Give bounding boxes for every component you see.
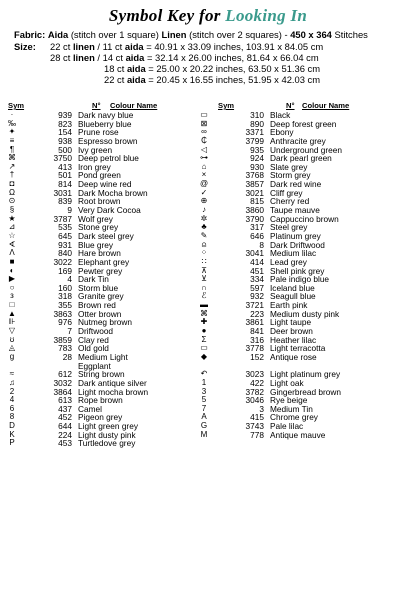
symbol: Ω <box>9 187 15 197</box>
colour-number: 414 <box>250 256 264 267</box>
colour-number: 931 <box>58 239 72 250</box>
colour-number: 415 <box>250 412 264 423</box>
colour-row <box>0 327 148 336</box>
colour-name: Light terracotta <box>270 343 326 354</box>
size-label-text: Size: <box>14 41 36 52</box>
colour-name: Granite grey <box>78 291 124 302</box>
symbol: ⊶ <box>200 153 208 163</box>
colour-number: 597 <box>250 282 264 293</box>
symbol: ☆ <box>8 230 16 240</box>
colour-number: 930 <box>250 161 264 172</box>
colour-number: 3861 <box>245 317 264 328</box>
colour-name: Steel grey <box>270 222 308 233</box>
colour-name: Camel <box>78 403 102 414</box>
colour-number: 924 <box>250 153 264 164</box>
colour-number: 160 <box>58 282 72 293</box>
size-line-b1: linen <box>72 41 95 52</box>
size-line-pre: 28 ct <box>50 52 73 63</box>
colour-name: Medium Light <box>78 351 128 362</box>
colour-number: 3750 <box>53 153 72 164</box>
colour-number: 3743 <box>245 421 264 432</box>
fabric-line <box>14 29 368 40</box>
symbol: K <box>9 429 15 439</box>
colour-name: Cherry red <box>270 196 310 207</box>
symbol: ✦ <box>8 127 16 137</box>
symbol: ↗ <box>8 161 16 171</box>
symbol: 7 <box>201 403 207 413</box>
symbol: g <box>9 351 15 361</box>
colour-name: Chrome grey <box>270 412 318 423</box>
colour-number: 3022 <box>53 256 72 267</box>
size-line <box>104 63 320 74</box>
size-line-post: = 25.00 x 20.22 inches, 63.50 x 51.36 cm <box>145 63 321 74</box>
colour-name: Nutmeg brown <box>78 317 132 328</box>
colour-number: 646 <box>250 230 264 241</box>
colour-number: 28 <box>62 351 72 362</box>
size-label <box>14 41 36 52</box>
colour-name: Rye beige <box>270 395 308 406</box>
symbol: ⁘ <box>200 248 208 258</box>
colour-name: Ebony <box>270 127 294 138</box>
colour-number: 452 <box>58 412 72 423</box>
size-line-mid: / 11 ct <box>94 41 125 52</box>
colour-number: 535 <box>58 222 72 233</box>
colour-number: 840 <box>58 248 72 259</box>
colour-name: Storm grey <box>270 170 311 181</box>
size-line <box>104 74 320 85</box>
symbol: 2 <box>9 386 15 396</box>
symbol: ◆ <box>200 351 208 361</box>
colour-name: Medium dusty pink <box>270 308 340 319</box>
colour-name: Stone grey <box>78 222 119 233</box>
size-line-pre: 22 ct <box>50 41 73 52</box>
colour-name: Driftwood <box>78 326 114 337</box>
colour-row <box>0 396 148 405</box>
left-sym-header: Sym <box>8 101 25 110</box>
right-sym-header: Sym <box>218 101 235 110</box>
colour-name: Medium lilac <box>270 248 317 259</box>
symbol: P <box>9 438 15 448</box>
colour-number: 823 <box>58 118 72 129</box>
colour-number: 152 <box>250 351 264 362</box>
colour-row <box>0 189 148 198</box>
colour-number: 223 <box>250 308 264 319</box>
colour-number: 932 <box>250 291 264 302</box>
colour-name: Ivy green <box>78 144 113 155</box>
symbol: ▭ <box>200 343 208 353</box>
right-colour-list <box>186 111 342 439</box>
symbol: ● <box>201 326 207 336</box>
symbol: ✲ <box>200 213 208 223</box>
title-prefix: Symbol Key for <box>108 6 221 25</box>
colour-number: 3860 <box>245 205 264 216</box>
colour-name: Deer brown <box>270 326 313 337</box>
size-line-b2: aida <box>126 63 146 74</box>
colour-row <box>0 292 148 301</box>
fabric-linen: Linen <box>161 29 187 40</box>
colour-row <box>0 215 148 224</box>
colour-name: String brown <box>78 369 125 380</box>
symbol: ○ <box>9 282 15 292</box>
colour-name: Dark navy blue <box>78 110 134 120</box>
symbol: ≈ <box>9 369 15 379</box>
colour-name: Clay red <box>78 334 109 345</box>
colour-number: 8 <box>259 239 264 250</box>
colour-name: Iron grey <box>78 161 111 172</box>
symbol: ¶ <box>9 144 15 154</box>
colour-name: Gingerbread brown <box>270 386 342 397</box>
colour-number: 839 <box>58 196 72 207</box>
symbol: ⊕ <box>200 196 208 206</box>
colour-row <box>0 154 148 163</box>
symbol: ⊻ <box>201 274 207 284</box>
colour-name: Dark Driftwood <box>270 239 325 250</box>
colour-number: 3032 <box>53 377 72 388</box>
colour-number: 644 <box>58 421 72 432</box>
symbol: ✓ <box>200 187 208 197</box>
size-line <box>50 41 323 52</box>
colour-name: Cappuccino brown <box>270 213 339 224</box>
colour-name: Pale indigo blue <box>270 274 330 285</box>
colour-row <box>0 336 148 345</box>
colour-number: 814 <box>58 179 72 190</box>
symbol: □ <box>9 300 15 310</box>
colour-name: Deep petrol blue <box>78 153 139 164</box>
colour-name: Dark red wine <box>270 179 322 190</box>
colour-name: Dark Tin <box>78 274 109 285</box>
colour-number: 316 <box>250 334 264 345</box>
colour-number: 976 <box>58 317 72 328</box>
colour-number: 317 <box>250 222 264 233</box>
colour-name: Pewter grey <box>78 265 123 276</box>
colour-number: 613 <box>58 395 72 406</box>
colour-row <box>0 318 148 327</box>
colour-name: Earth pink <box>270 300 308 311</box>
fabric-aida: Aida <box>47 29 69 40</box>
colour-number: 501 <box>58 170 72 181</box>
colour-name: Elephant grey <box>78 256 130 267</box>
size-line-pre: 18 ct <box>104 63 127 74</box>
symbol: ◐ <box>9 265 15 275</box>
colour-number: 334 <box>250 274 264 285</box>
colour-number: 3 <box>259 403 264 414</box>
colour-name: Brown red <box>78 300 116 311</box>
colour-name: Underground green <box>270 144 342 155</box>
colour-name: Light dusty pink <box>78 429 136 440</box>
fabric-linen-note: (stitch over 2 squares) - <box>189 29 288 40</box>
colour-name: Eggplant <box>78 360 111 371</box>
colour-name: Black <box>270 110 291 120</box>
colour-number: 310 <box>250 110 264 120</box>
size-line-b1: linen <box>72 52 95 63</box>
symbol: ★ <box>8 213 16 223</box>
colour-name: Cliff grey <box>270 187 303 198</box>
size-line-b2: aida <box>124 41 144 52</box>
colour-name: Light mocha brown <box>78 386 149 397</box>
size-line <box>50 52 319 63</box>
colour-name: Dark Mocha brown <box>78 187 148 198</box>
colour-number: 154 <box>58 127 72 138</box>
colour-number: 4 <box>67 274 72 285</box>
symbol: ↶ <box>200 369 208 379</box>
colour-row <box>0 405 148 414</box>
symbol: ≡ <box>9 135 15 145</box>
symbol: ⊙ <box>8 196 16 206</box>
colour-number: 783 <box>58 343 72 354</box>
symbol: ◁ <box>200 144 208 154</box>
symbol: ⌘ <box>8 153 16 163</box>
colour-name: Wolf grey <box>78 213 113 224</box>
colour-name: Light green grey <box>78 421 138 432</box>
colour-name: Light platinum grey <box>270 369 341 380</box>
colour-name: Iceland blue <box>270 282 315 293</box>
symbol: D <box>9 421 15 431</box>
colour-number: 778 <box>250 429 264 440</box>
symbol: Σ <box>201 334 207 344</box>
symbol: ◘ <box>9 179 15 189</box>
colour-name: Slate grey <box>270 161 308 172</box>
colour-number: 3857 <box>245 179 264 190</box>
symbol: ▶ <box>8 274 16 284</box>
symbol: § <box>9 205 15 215</box>
colour-name: Medium Tin <box>270 403 313 414</box>
colour-row <box>0 388 148 397</box>
colour-name: Deep forest green <box>270 118 337 129</box>
symbol: ♪ <box>202 205 206 215</box>
page-title <box>0 6 416 26</box>
symbol: ✎ <box>200 230 208 240</box>
colour-number: 3721 <box>245 300 264 311</box>
symbol: ∩ <box>201 282 207 292</box>
fabric-stitches-unit: Stitches <box>334 29 368 40</box>
symbol: ₵ <box>201 135 207 145</box>
symbol: ℰ <box>201 291 207 301</box>
colour-number: 169 <box>58 265 72 276</box>
colour-number: 500 <box>58 144 72 155</box>
colour-number: 9 <box>67 205 72 216</box>
symbol: ▲ <box>8 308 16 318</box>
colour-name: Turtledove grey <box>78 438 136 449</box>
colour-number: 612 <box>58 369 72 380</box>
symbol: ‰ <box>8 118 16 128</box>
colour-row <box>0 137 148 146</box>
size-line-pre: 22 ct <box>104 74 127 85</box>
left-colour-list <box>0 111 148 448</box>
symbol: 8 <box>9 412 15 422</box>
right-name-header: Colour Name <box>302 101 350 110</box>
colour-number: 3371 <box>245 127 264 138</box>
colour-name: Pigeon grey <box>78 412 123 423</box>
colour-number: 3799 <box>245 135 264 146</box>
left-name-header: Colour Name <box>110 101 158 110</box>
size-line-post: = 32.14 x 26.00 inches, 81.64 x 66.04 cm <box>144 52 319 63</box>
colour-number: 938 <box>58 135 72 146</box>
colour-number: 451 <box>250 265 264 276</box>
symbol: ∷ <box>201 256 207 266</box>
colour-number: 355 <box>58 300 72 311</box>
symbol: G <box>200 421 208 431</box>
colour-name: Dark pearl green <box>270 153 332 164</box>
colour-number: 3768 <box>245 170 264 181</box>
colour-number: 453 <box>58 438 72 449</box>
symbol: з <box>10 291 14 301</box>
colour-number: 318 <box>58 291 72 302</box>
colour-row <box>0 353 148 362</box>
colour-name: Blueberry blue <box>78 118 132 129</box>
colour-name: Rope brown <box>78 395 123 406</box>
colour-row <box>0 241 148 250</box>
colour-number: 645 <box>58 230 72 241</box>
fabric-stitches: 450 x 364 <box>290 29 332 40</box>
size-line-b2: aida <box>125 52 145 63</box>
symbol: 3 <box>201 386 207 396</box>
colour-number: 3023 <box>245 369 264 380</box>
colour-number: 422 <box>250 377 264 388</box>
symbol: A <box>201 412 207 422</box>
colour-row <box>0 120 148 129</box>
symbol: † <box>9 170 15 180</box>
symbol: ▭ <box>200 110 208 119</box>
colour-number: 890 <box>250 118 264 129</box>
colour-name: Espresso brown <box>78 135 138 146</box>
colour-name: Taupe mauve <box>270 205 320 216</box>
symbol: ◬ <box>8 343 16 353</box>
symbol: ✚ <box>200 317 208 327</box>
colour-number: 939 <box>58 110 72 120</box>
symbol: ♫ <box>9 377 15 387</box>
fabric-label: Fabric: <box>14 29 46 40</box>
colour-number: 3790 <box>245 213 264 224</box>
symbol: ■ <box>9 256 15 266</box>
colour-row <box>0 275 148 284</box>
colour-name: Platinum grey <box>270 230 321 241</box>
colour-number: 3782 <box>245 386 264 397</box>
colour-name: Light oak <box>270 377 304 388</box>
symbol: 4 <box>9 395 15 405</box>
colour-number: 413 <box>58 161 72 172</box>
colour-name: Dark steel grey <box>78 230 134 241</box>
colour-number: 3031 <box>53 187 72 198</box>
colour-row <box>0 362 148 371</box>
colour-name: Light taupe <box>270 317 312 328</box>
colour-name: Deep wine red <box>78 179 132 190</box>
symbol: ∢ <box>8 239 16 249</box>
colour-name: Pale lilac <box>270 421 304 432</box>
size-line-post: = 20.45 x 16.55 inches, 51.95 x 42.03 cm <box>145 74 321 85</box>
fabric-aida-note: (stitch over 1 square) <box>70 29 159 40</box>
colour-name: Anthracite grey <box>270 135 326 146</box>
symbol: ⍝ <box>201 239 207 249</box>
colour-number: 841 <box>250 326 264 337</box>
symbol: ♣ <box>201 222 207 232</box>
symbol: · <box>10 110 14 119</box>
symbol <box>0 362 30 371</box>
colour-row <box>186 431 342 440</box>
colour-number: 935 <box>250 144 264 155</box>
colour-name: Blue grey <box>78 239 114 250</box>
colour-name: Root brown <box>78 196 121 207</box>
colour-name: Hare brown <box>78 248 121 259</box>
colour-row <box>0 206 148 215</box>
colour-number: 224 <box>58 429 72 440</box>
colour-name: Dark antique silver <box>78 377 147 388</box>
symbol: ▽ <box>8 326 16 336</box>
colour-number: 3859 <box>53 334 72 345</box>
title-accent: Looking In <box>225 6 308 25</box>
colour-name: Seagull blue <box>270 291 316 302</box>
colour-number: 3041 <box>245 248 264 259</box>
colour-row <box>0 163 148 172</box>
left-num-header: N° <box>92 101 101 110</box>
colour-number: 3021 <box>245 187 264 198</box>
colour-row <box>186 353 342 362</box>
symbol: ⊠ <box>200 118 208 128</box>
colour-name: Very Dark Cocoa <box>78 205 141 216</box>
colour-name: Antique mauve <box>270 429 326 440</box>
right-num-header: N° <box>286 101 295 110</box>
size-line-post: = 40.91 x 33.09 inches, 103.91 x 84.05 cm <box>143 41 324 52</box>
colour-name: Heather lilac <box>270 334 317 345</box>
symbol: ∞ <box>201 127 207 137</box>
colour-row <box>0 267 148 276</box>
size-line-mid: / 14 ct <box>94 52 126 63</box>
colour-number: 437 <box>58 403 72 414</box>
colour-name: Shell pink grey <box>270 265 325 276</box>
colour-number: 7 <box>67 326 72 337</box>
colour-row <box>0 258 148 267</box>
symbol: ▬ <box>200 300 208 310</box>
symbol: 5 <box>201 395 207 405</box>
colour-name: Storm blue <box>78 282 119 293</box>
symbol: M <box>200 429 208 439</box>
colour-number: 3778 <box>245 343 264 354</box>
colour-number: 3787 <box>53 213 72 224</box>
symbol: ⌘ <box>200 308 208 318</box>
colour-row <box>0 301 148 310</box>
colour-row <box>0 439 148 448</box>
symbol: ⊪ <box>8 317 16 327</box>
colour-number: 815 <box>250 196 264 207</box>
colour-row <box>0 284 148 293</box>
symbol: ʊ <box>9 334 15 344</box>
colour-name: Otter brown <box>78 308 122 319</box>
colour-name: Lead grey <box>270 256 307 267</box>
colour-row <box>0 232 148 241</box>
colour-name: Old gold <box>78 343 109 354</box>
colour-name: Prune rose <box>78 127 119 138</box>
colour-number: 3046 <box>245 395 264 406</box>
symbol: ⌂ <box>201 161 207 171</box>
colour-name: Pond green <box>78 170 121 181</box>
size-line-b2: aida <box>126 74 146 85</box>
symbol: 1 <box>201 377 207 387</box>
symbol: ⊼ <box>201 265 207 275</box>
symbol: × <box>201 170 207 180</box>
symbol: @ <box>199 179 209 189</box>
colour-name: Antique rose <box>270 351 317 362</box>
colour-number: 3864 <box>53 386 72 397</box>
colour-number: 3863 <box>53 308 72 319</box>
symbol: Λ <box>9 248 15 258</box>
symbol: 6 <box>9 403 15 413</box>
symbol: ⊿ <box>8 222 16 232</box>
